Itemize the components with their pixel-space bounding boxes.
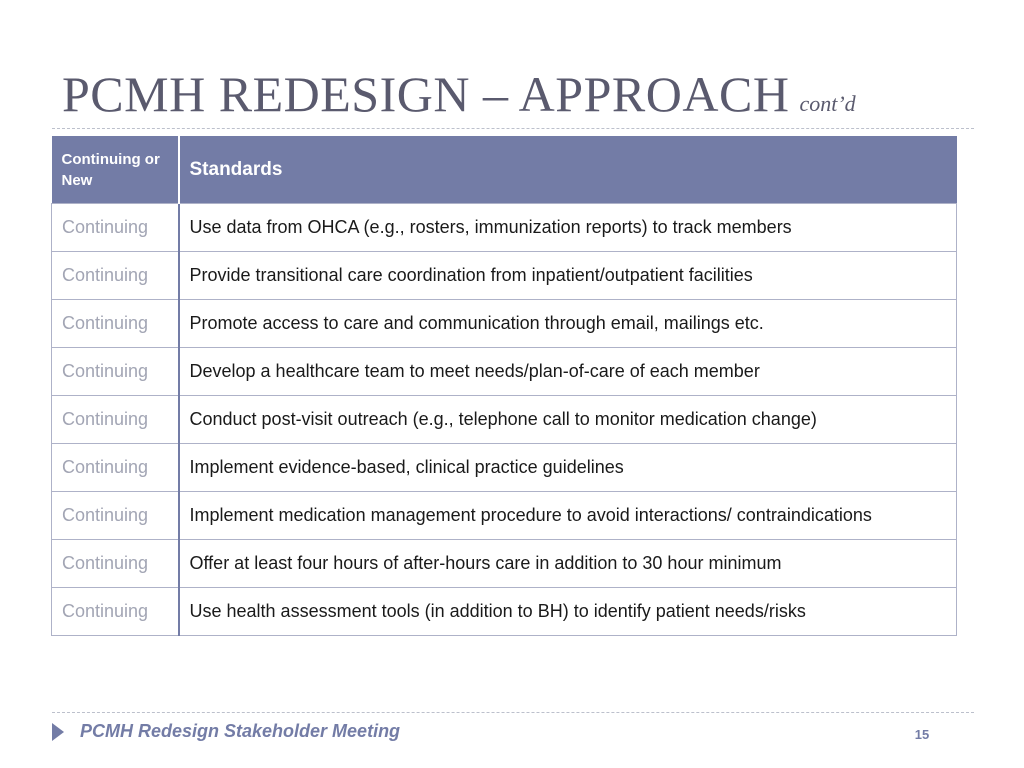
title-main: PCMH REDESIGN – APPROACH [62, 66, 790, 122]
row-status: Continuing [52, 540, 179, 588]
row-standard: Use data from OHCA (e.g., rosters, immunization reports) to track members [179, 204, 957, 252]
row-status: Continuing [52, 204, 179, 252]
row-status: Continuing [52, 492, 179, 540]
row-standard: Develop a healthcare team to meet needs/plan-of-care of each member [179, 348, 957, 396]
table-row [52, 588, 957, 636]
title-divider [52, 128, 974, 129]
table-row [52, 204, 957, 252]
row-standard: Provide transitional care coordination from inpatient/outpatient facilities [179, 252, 957, 300]
table-row [52, 396, 957, 444]
table-row [52, 540, 957, 588]
row-standard: Conduct post-visit outreach (e.g., telephone call to monitor medication change) [179, 396, 957, 444]
slide-title [62, 66, 856, 132]
row-status: Continuing [52, 588, 179, 636]
table-header-row [52, 136, 957, 204]
header-standards: Standards [179, 136, 957, 204]
row-standard: Implement medication management procedure to avoid interactions/ contraindications [179, 492, 957, 540]
table-row [52, 444, 957, 492]
title-suffix: cont’d [799, 91, 856, 116]
row-status: Continuing [52, 348, 179, 396]
row-standard: Promote access to care and communication through email, mailings etc. [179, 300, 957, 348]
footer-title: PCMH Redesign Stakeholder Meeting [80, 721, 401, 741]
table-row [52, 348, 957, 396]
row-standard: Offer at least four hours of after-hours care in addition to 30 hour minimum [179, 540, 957, 588]
triangle-bullet-icon [52, 723, 64, 741]
row-status: Continuing [52, 444, 179, 492]
table-row [52, 492, 957, 540]
row-standard: Implement evidence-based, clinical practice guidelines [179, 444, 957, 492]
standards-table [51, 136, 957, 636]
page-number: 15 [914, 727, 930, 742]
table-row [52, 252, 957, 300]
footer-divider [52, 712, 974, 713]
row-status: Continuing [52, 252, 179, 300]
header-status: Continuing or New [52, 136, 179, 204]
table-row [52, 300, 957, 348]
row-status: Continuing [52, 300, 179, 348]
row-standard: Use health assessment tools (in addition to BH) to identify patient needs/risks [179, 588, 957, 636]
row-status: Continuing [52, 396, 179, 444]
